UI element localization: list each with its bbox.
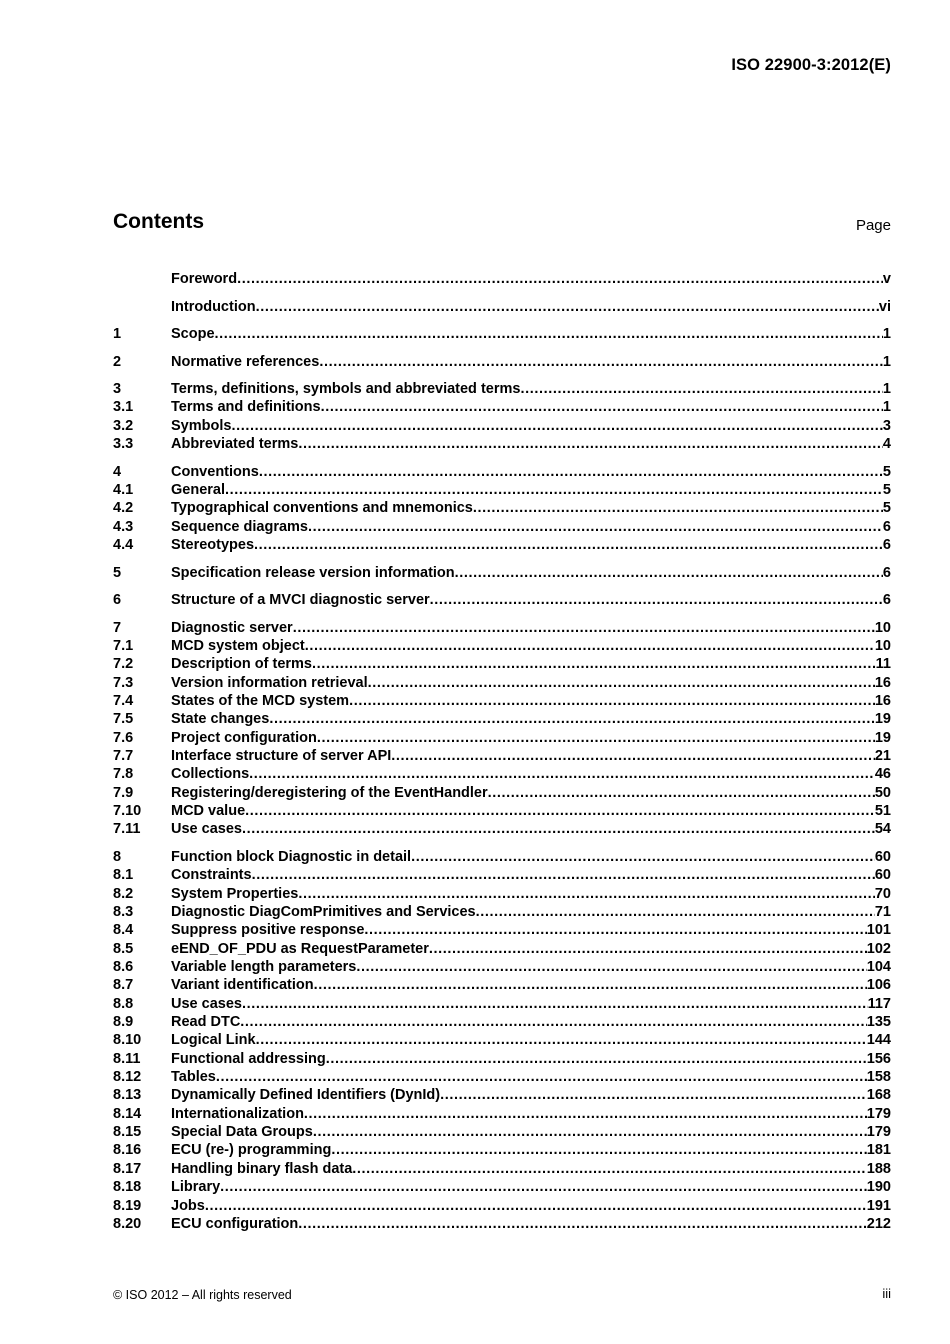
toc-entry[interactable] bbox=[113, 435, 891, 453]
toc-leader-dots bbox=[249, 765, 875, 783]
toc-entry-title[interactable]: Read DTC bbox=[171, 1014, 241, 1031]
toc-entry-title[interactable]: Logical Link bbox=[171, 1032, 256, 1049]
toc-entry[interactable] bbox=[113, 499, 891, 517]
toc-entry-number: 8.12 bbox=[113, 1069, 142, 1086]
toc-entry[interactable] bbox=[113, 848, 891, 866]
toc-entry[interactable] bbox=[113, 353, 891, 371]
toc-entry[interactable] bbox=[113, 940, 891, 958]
toc-entry-number: 7.2 bbox=[113, 656, 134, 673]
toc-entry-title[interactable]: Functional addressing bbox=[171, 1050, 326, 1067]
table-of-contents bbox=[113, 270, 891, 1233]
toc-entry[interactable] bbox=[113, 866, 891, 884]
toc-entry-title[interactable]: Structure of a MVCI diagnostic server bbox=[171, 592, 430, 609]
toc-entry-title[interactable]: Diagnostic server bbox=[171, 619, 293, 636]
toc-leader-dots bbox=[254, 536, 883, 554]
toc-leader-dots bbox=[429, 940, 867, 958]
toc-entry-page[interactable]: 135 bbox=[866, 1014, 891, 1031]
toc-entry[interactable] bbox=[113, 903, 891, 921]
toc-entry-page[interactable]: 6 bbox=[882, 537, 891, 554]
toc-entry-page[interactable]: 4 bbox=[882, 436, 891, 453]
toc-entry[interactable] bbox=[113, 958, 891, 976]
toc-leader-dots bbox=[488, 784, 875, 802]
toc-entry[interactable] bbox=[113, 1105, 891, 1123]
toc-entry-page[interactable]: 3 bbox=[882, 417, 891, 434]
toc-entry[interactable] bbox=[113, 536, 891, 554]
toc-entry-title[interactable]: Introduction bbox=[171, 298, 256, 315]
toc-entry-number: 4.2 bbox=[113, 500, 134, 517]
toc-entry-number: 8.19 bbox=[113, 1197, 142, 1214]
toc-entry-page[interactable]: 1 bbox=[882, 381, 891, 398]
page-column-label: Page bbox=[855, 217, 891, 234]
toc-entry-title[interactable]: Normative references bbox=[171, 353, 320, 370]
toc-entry-number: 4.1 bbox=[113, 482, 134, 499]
copyright-notice: © ISO 2012 – All rights reserved bbox=[113, 1288, 292, 1302]
toc-entry-page[interactable]: 106 bbox=[866, 977, 891, 994]
toc-leader-dots bbox=[298, 435, 883, 453]
toc-leader-dots bbox=[473, 499, 883, 517]
toc-leader-dots bbox=[331, 1141, 866, 1159]
toc-entry[interactable] bbox=[113, 1141, 891, 1159]
toc-entry-number: 8.7 bbox=[113, 977, 134, 994]
toc-entry-title[interactable]: Use cases bbox=[171, 995, 242, 1012]
toc-entry-number: 7.4 bbox=[113, 693, 134, 710]
toc-entry-title[interactable]: States of the MCD system bbox=[171, 693, 350, 710]
toc-entry-title[interactable]: Abbreviated terms bbox=[171, 436, 299, 453]
toc-leader-dots bbox=[411, 848, 875, 866]
toc-entry[interactable] bbox=[113, 1178, 891, 1196]
toc-entry-page[interactable]: 21 bbox=[874, 748, 891, 765]
toc-leader-dots bbox=[326, 1050, 867, 1068]
toc-entry-number: 8.4 bbox=[113, 922, 134, 939]
toc-leader-dots bbox=[256, 1031, 867, 1049]
toc-leader-dots bbox=[364, 921, 866, 939]
toc-entry-page[interactable]: 6 bbox=[882, 592, 891, 609]
toc-leader-dots bbox=[240, 1013, 867, 1031]
toc-entry[interactable] bbox=[113, 1160, 891, 1178]
toc-entry-page[interactable]: 16 bbox=[874, 674, 891, 691]
toc-entry-number: 7 bbox=[113, 619, 122, 636]
toc-entry-title[interactable]: MCD value bbox=[171, 803, 246, 820]
toc-entry-page[interactable]: 11 bbox=[875, 656, 891, 673]
toc-entry[interactable] bbox=[113, 1013, 891, 1031]
toc-leader-dots bbox=[252, 866, 875, 884]
toc-entry[interactable] bbox=[113, 518, 891, 536]
toc-entry-title[interactable]: Dynamically Defined Identifiers (DynId) bbox=[171, 1087, 441, 1104]
toc-leader-dots bbox=[430, 591, 883, 609]
toc-entry[interactable] bbox=[113, 481, 891, 499]
toc-entry-title[interactable]: Diagnostic DiagComPrimitives and Services bbox=[171, 904, 476, 920]
toc-entry-number: 4.4 bbox=[113, 537, 134, 554]
toc-leader-dots bbox=[242, 820, 875, 838]
toc-entry-page[interactable]: 1 bbox=[882, 399, 891, 416]
toc-leader-dots bbox=[269, 710, 875, 728]
toc-entry-title[interactable]: Variable length parameters bbox=[171, 959, 357, 976]
toc-entry-page[interactable]: 54 bbox=[874, 821, 891, 838]
toc-entry[interactable] bbox=[113, 637, 891, 655]
toc-entry-page[interactable]: 158 bbox=[866, 1069, 891, 1086]
toc-entry-page[interactable]: 50 bbox=[874, 784, 891, 801]
toc-leader-dots bbox=[455, 564, 883, 582]
toc-leader-dots bbox=[220, 1178, 867, 1196]
toc-entry-number: 8.13 bbox=[113, 1087, 142, 1104]
toc-leader-dots bbox=[245, 802, 875, 820]
toc-entry-title[interactable]: Typographical conventions and mnemonics bbox=[171, 500, 473, 517]
toc-entry-title[interactable]: Conventions bbox=[171, 463, 259, 480]
toc-entry-page[interactable]: 5 bbox=[882, 500, 891, 517]
toc-entry[interactable] bbox=[113, 692, 891, 710]
toc-leader-dots bbox=[476, 903, 875, 921]
toc-entry[interactable] bbox=[113, 463, 891, 481]
toc-entry-title[interactable]: Jobs bbox=[171, 1197, 205, 1214]
toc-entry-number: 7.5 bbox=[113, 711, 134, 728]
toc-entry[interactable] bbox=[113, 380, 891, 398]
toc-entry[interactable] bbox=[113, 976, 891, 994]
toc-entry-page[interactable]: 104 bbox=[866, 959, 891, 976]
toc-leader-dots bbox=[391, 747, 875, 765]
toc-entry-number: 7.9 bbox=[113, 784, 134, 801]
toc-entry[interactable] bbox=[113, 784, 891, 802]
toc-entry-page[interactable]: 70 bbox=[874, 885, 891, 902]
toc-entry-number: 7.8 bbox=[113, 766, 134, 783]
page-number: iii bbox=[882, 1286, 891, 1301]
toc-entry-title[interactable]: Library bbox=[171, 1179, 221, 1196]
toc-entry-page[interactable]: 19 bbox=[874, 711, 891, 728]
toc-entry-number: 8.10 bbox=[113, 1032, 142, 1049]
toc-entry-page[interactable]: 19 bbox=[874, 729, 891, 746]
toc-entry-title[interactable]: Version information retrieval bbox=[171, 674, 368, 691]
toc-entry-page[interactable]: 60 bbox=[874, 848, 891, 865]
toc-entry-title[interactable]: Symbols bbox=[171, 417, 232, 434]
toc-entry-number: 8.3 bbox=[113, 904, 134, 920]
toc-entry[interactable] bbox=[113, 1031, 891, 1049]
toc-leader-dots bbox=[317, 729, 875, 747]
toc-leader-dots bbox=[319, 353, 883, 371]
toc-entry-number: 7.1 bbox=[113, 638, 134, 654]
document-id: ISO 22900-3:2012(E) bbox=[731, 56, 891, 74]
toc-entry[interactable] bbox=[113, 398, 891, 416]
toc-leader-dots bbox=[368, 674, 875, 692]
toc-entry-page[interactable]: 1 bbox=[882, 326, 891, 343]
toc-entry-title[interactable]: eEND_OF_PDU as RequestParameter bbox=[171, 940, 429, 957]
toc-entry-page[interactable]: 102 bbox=[866, 940, 891, 957]
toc-entry-page[interactable]: 16 bbox=[874, 693, 891, 710]
toc-entry-page[interactable]: 144 bbox=[866, 1032, 891, 1049]
toc-entry-number: 8.17 bbox=[113, 1160, 142, 1177]
toc-entry[interactable] bbox=[113, 674, 891, 692]
toc-entry-title[interactable]: Suppress positive response bbox=[171, 922, 365, 939]
toc-entry-title[interactable]: Collections bbox=[171, 766, 250, 783]
toc-entry[interactable] bbox=[113, 747, 891, 765]
toc-entry[interactable] bbox=[113, 995, 891, 1013]
toc-leader-dots bbox=[312, 655, 876, 673]
toc-entry-number: 7.6 bbox=[113, 729, 134, 746]
toc-entry[interactable] bbox=[113, 921, 891, 939]
toc-entry-number: 7.7 bbox=[113, 748, 134, 765]
toc-entry-page[interactable]: 5 bbox=[882, 463, 891, 480]
toc-entry-page[interactable]: 179 bbox=[866, 1105, 891, 1122]
toc-entry-number: 3 bbox=[113, 381, 122, 398]
toc-entry-title[interactable]: Sequence diagrams bbox=[171, 518, 308, 535]
toc-entry-title[interactable]: Special Data Groups bbox=[171, 1124, 313, 1141]
toc-entry[interactable] bbox=[113, 1123, 891, 1141]
toc-entry-title[interactable]: Variant identification bbox=[171, 977, 314, 994]
toc-entry-number: 8.20 bbox=[113, 1215, 142, 1232]
toc-entry-number: 6 bbox=[113, 592, 122, 609]
toc-leader-dots bbox=[225, 481, 883, 499]
toc-entry-number: 3.2 bbox=[113, 417, 134, 434]
toc-entry[interactable] bbox=[113, 298, 891, 316]
toc-entry-title[interactable]: MCD system object bbox=[171, 638, 305, 654]
toc-entry-title[interactable]: Terms and definitions bbox=[171, 399, 321, 416]
toc-entry[interactable] bbox=[113, 1197, 891, 1215]
toc-entry-title[interactable]: Use cases bbox=[171, 821, 242, 838]
toc-entry-page[interactable]: 1 bbox=[882, 353, 891, 370]
toc-entry-number: 5 bbox=[113, 564, 122, 581]
toc-entry-title[interactable]: ECU configuration bbox=[171, 1215, 299, 1232]
toc-entry-page[interactable]: 60 bbox=[874, 867, 891, 884]
toc-entry-number: 1 bbox=[113, 326, 122, 343]
toc-entry-page[interactable]: 168 bbox=[866, 1087, 891, 1104]
toc-entry-title[interactable]: Handling binary flash data bbox=[171, 1160, 353, 1177]
toc-entry-number: 8.14 bbox=[113, 1105, 142, 1122]
toc-leader-dots bbox=[293, 619, 875, 637]
toc-entry-number: 3.3 bbox=[113, 436, 134, 453]
toc-entry-number: 8.8 bbox=[113, 995, 134, 1012]
toc-entry-page[interactable]: 51 bbox=[874, 803, 891, 820]
toc-leader-dots bbox=[237, 270, 883, 288]
toc-leader-dots bbox=[440, 1086, 867, 1104]
toc-entry-title[interactable]: General bbox=[171, 482, 225, 499]
toc-entry[interactable] bbox=[113, 1215, 891, 1233]
toc-entry[interactable] bbox=[113, 820, 891, 838]
toc-entry[interactable] bbox=[113, 765, 891, 783]
toc-entry-page[interactable]: 181 bbox=[866, 1142, 891, 1159]
toc-entry-number: 8.2 bbox=[113, 885, 134, 902]
toc-entry-page[interactable]: 212 bbox=[866, 1215, 891, 1232]
toc-entry-number: 4.3 bbox=[113, 518, 134, 535]
toc-leader-dots bbox=[216, 1068, 867, 1086]
toc-entry-title[interactable]: Scope bbox=[171, 326, 215, 343]
toc-entry[interactable] bbox=[113, 802, 891, 820]
toc-entry-page[interactable]: 190 bbox=[866, 1179, 891, 1196]
toc-leader-dots bbox=[356, 958, 866, 976]
toc-entry[interactable] bbox=[113, 655, 891, 673]
toc-leader-dots bbox=[256, 298, 879, 316]
toc-entry-page[interactable]: 5 bbox=[882, 482, 891, 499]
toc-entry-page[interactable]: 117 bbox=[867, 995, 891, 1012]
toc-entry-number: 3.1 bbox=[113, 399, 134, 416]
toc-leader-dots bbox=[205, 1197, 867, 1215]
toc-leader-dots bbox=[313, 1123, 867, 1141]
toc-entry-title[interactable]: State changes bbox=[171, 711, 270, 728]
toc-entry-number: 8.6 bbox=[113, 959, 134, 976]
toc-entry-page[interactable]: 10 bbox=[874, 619, 891, 636]
toc-entry-page[interactable]: 6 bbox=[882, 564, 891, 581]
toc-entry-number: 4 bbox=[113, 463, 122, 480]
toc-entry-title[interactable]: Specification release version information bbox=[171, 564, 455, 581]
toc-entry-number: 7.11 bbox=[113, 821, 141, 838]
toc-entry-title[interactable]: Constraints bbox=[171, 867, 252, 884]
toc-entry-page[interactable]: 6 bbox=[882, 518, 891, 535]
toc-leader-dots bbox=[321, 398, 883, 416]
toc-entry[interactable] bbox=[113, 270, 891, 288]
toc-entry-page[interactable]: 46 bbox=[874, 766, 891, 783]
toc-leader-dots bbox=[231, 417, 882, 435]
toc-entry-number: 8.18 bbox=[113, 1179, 142, 1196]
toc-entry-title[interactable]: Terms, definitions, symbols and abbreviated terms bbox=[171, 381, 521, 398]
toc-entry[interactable] bbox=[113, 591, 891, 609]
toc-entry[interactable] bbox=[113, 564, 891, 582]
toc-leader-dots bbox=[349, 692, 875, 710]
toc-entry[interactable] bbox=[113, 1068, 891, 1086]
toc-entry-title[interactable]: System Properties bbox=[171, 885, 299, 902]
toc-entry[interactable] bbox=[113, 710, 891, 728]
toc-entry-page[interactable]: 101 bbox=[866, 922, 891, 939]
toc-entry-number: 8 bbox=[113, 848, 122, 865]
toc-entry-number: 7.3 bbox=[113, 674, 134, 691]
toc-entry[interactable] bbox=[113, 885, 891, 903]
toc-entry-title[interactable]: Function block Diagnostic in detail bbox=[171, 848, 412, 865]
toc-entry[interactable] bbox=[113, 417, 891, 435]
toc-entry-number: 8.9 bbox=[113, 1014, 134, 1031]
toc-entry-number: 8.5 bbox=[113, 940, 134, 957]
toc-entry[interactable] bbox=[113, 729, 891, 747]
toc-leader-dots bbox=[298, 885, 875, 903]
toc-entry-title[interactable]: Registering/deregistering of the EventHandler bbox=[171, 784, 488, 801]
toc-leader-dots bbox=[259, 463, 883, 481]
toc-entry-page[interactable]: 179 bbox=[866, 1124, 891, 1141]
toc-entry-title[interactable]: Project configuration bbox=[171, 729, 317, 746]
toc-leader-dots bbox=[314, 976, 867, 994]
toc-entry[interactable] bbox=[113, 619, 891, 637]
toc-entry-number: 8.1 bbox=[113, 867, 134, 884]
toc-leader-dots bbox=[298, 1215, 867, 1233]
toc-entry-page[interactable]: 188 bbox=[866, 1160, 891, 1177]
toc-entry-title[interactable]: Foreword bbox=[171, 271, 238, 287]
toc-entry-number: 8.11 bbox=[113, 1050, 141, 1067]
toc-leader-dots bbox=[305, 637, 875, 655]
toc-entry-page[interactable]: 156 bbox=[866, 1050, 891, 1067]
toc-entry-page[interactable]: 191 bbox=[866, 1197, 891, 1214]
toc-entry-page[interactable]: 10 bbox=[874, 638, 891, 654]
toc-entry-page[interactable]: v bbox=[882, 271, 891, 287]
toc-entry-title[interactable]: Internationalization bbox=[171, 1105, 304, 1122]
toc-entry-number: 8.16 bbox=[113, 1142, 142, 1159]
toc-leader-dots bbox=[304, 1105, 867, 1123]
toc-entry[interactable] bbox=[113, 1086, 891, 1104]
toc-entry[interactable] bbox=[113, 325, 891, 343]
toc-entry-page[interactable]: 71 bbox=[874, 904, 891, 920]
toc-leader-dots bbox=[242, 995, 868, 1013]
toc-leader-dots bbox=[520, 380, 882, 398]
toc-leader-dots bbox=[215, 325, 883, 343]
toc-entry-title[interactable]: Interface structure of server API bbox=[171, 748, 392, 765]
toc-leader-dots bbox=[352, 1160, 867, 1178]
toc-entry-title[interactable]: Tables bbox=[171, 1069, 216, 1086]
toc-entry-number: 8.15 bbox=[113, 1124, 142, 1141]
toc-entry-number: 2 bbox=[113, 353, 122, 370]
toc-entry-title[interactable]: Stereotypes bbox=[171, 537, 255, 554]
toc-entry-number: 7.10 bbox=[113, 803, 142, 820]
toc-entry-title[interactable]: ECU (re-) programming bbox=[171, 1142, 332, 1159]
toc-entry-title[interactable]: Description of terms bbox=[171, 656, 312, 673]
contents-title: Contents bbox=[113, 210, 204, 233]
toc-entry-page[interactable]: vi bbox=[878, 298, 891, 315]
toc-leader-dots bbox=[308, 518, 883, 536]
toc-entry[interactable] bbox=[113, 1050, 891, 1068]
